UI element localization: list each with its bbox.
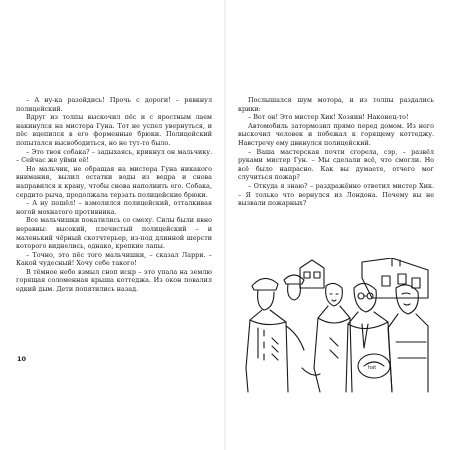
left-page-text [16, 96, 212, 294]
crowd-illustration [242, 258, 430, 393]
paragraph: Но мальчик, не обращая на мистера Гуна никакого внимания, вылил остатки воды из ведра и снова направился к крану, чтобы снова наполнить его. Собака, сердито рыча, продолжала терзать полицейские брюки. [16, 164, 212, 199]
paragraph: Все мальчишки покатились со смеху. Силы были явно неравны: высокий, плечистый полицейский – и маленький чёрный скотчтерьер, из-под длинной шерсти которого виднелись, однако, крепкие лапы. [16, 216, 212, 251]
paragraph: – А ну-ка разойдись! Прочь с дороги! – рявкнул полицейский. [16, 96, 212, 113]
page-number: 10 [17, 355, 27, 363]
paragraph: – Это твоя собака? – задыхаясь, крикнул он мальчику. – Сейчас же уйми её! [16, 147, 212, 165]
page-gutter [224, 0, 226, 450]
paragraph: Вдруг из толпы выскочил пёс и с яростным лаем накинулся на мистера Гуна. Тот не успел увернуться, и пёс вцепился в его форменные брюки. Полицейский попытался высвободиться, но не тут-то было. [16, 113, 212, 147]
paragraph: – А ну пошёл! – взмолился полицейский, отталкивая ногой мохнатого противника. [16, 199, 212, 216]
paragraph: Послышался шум мотора, и из толпы раздались крики: [238, 96, 434, 113]
paragraph: Автомобиль затормозил прямо перед домом. Из него выскочил человек и побежал к горящему коттеджу. Навстречу ему двинулся полицейский. [238, 121, 434, 147]
paragraph: – Откуда я знаю? – раздражённо ответил мистер Хик. – Я только что вернулся из Лондона. Почему вы не вызвали пожарных? [238, 181, 434, 208]
svg-text:hat: hat [368, 365, 377, 371]
paragraph: В тёмное небо взмыл сноп искр – это упала на землю горящая соломенная крыша коттеджа. Из окон повалил едкий дым. Дети попятились назад. [16, 267, 212, 294]
paragraph: – Ваша мастерская почти сгорела, сэр, – развёл руками мистер Гун. – Мы сделали всё, что смогли. Но всё было напрасно. Как вы думаете, отчего мог случиться пожар? [238, 147, 434, 182]
paragraph: – Точно, это пёс того мальчишки, – сказал Ларри. – Какой чудесный! Хочу себе такого! [16, 250, 212, 268]
paragraph: – Вот он! Это мистер Хик! Хозяин! Наконец-то! [248, 113, 409, 122]
right-page-text [238, 96, 434, 208]
